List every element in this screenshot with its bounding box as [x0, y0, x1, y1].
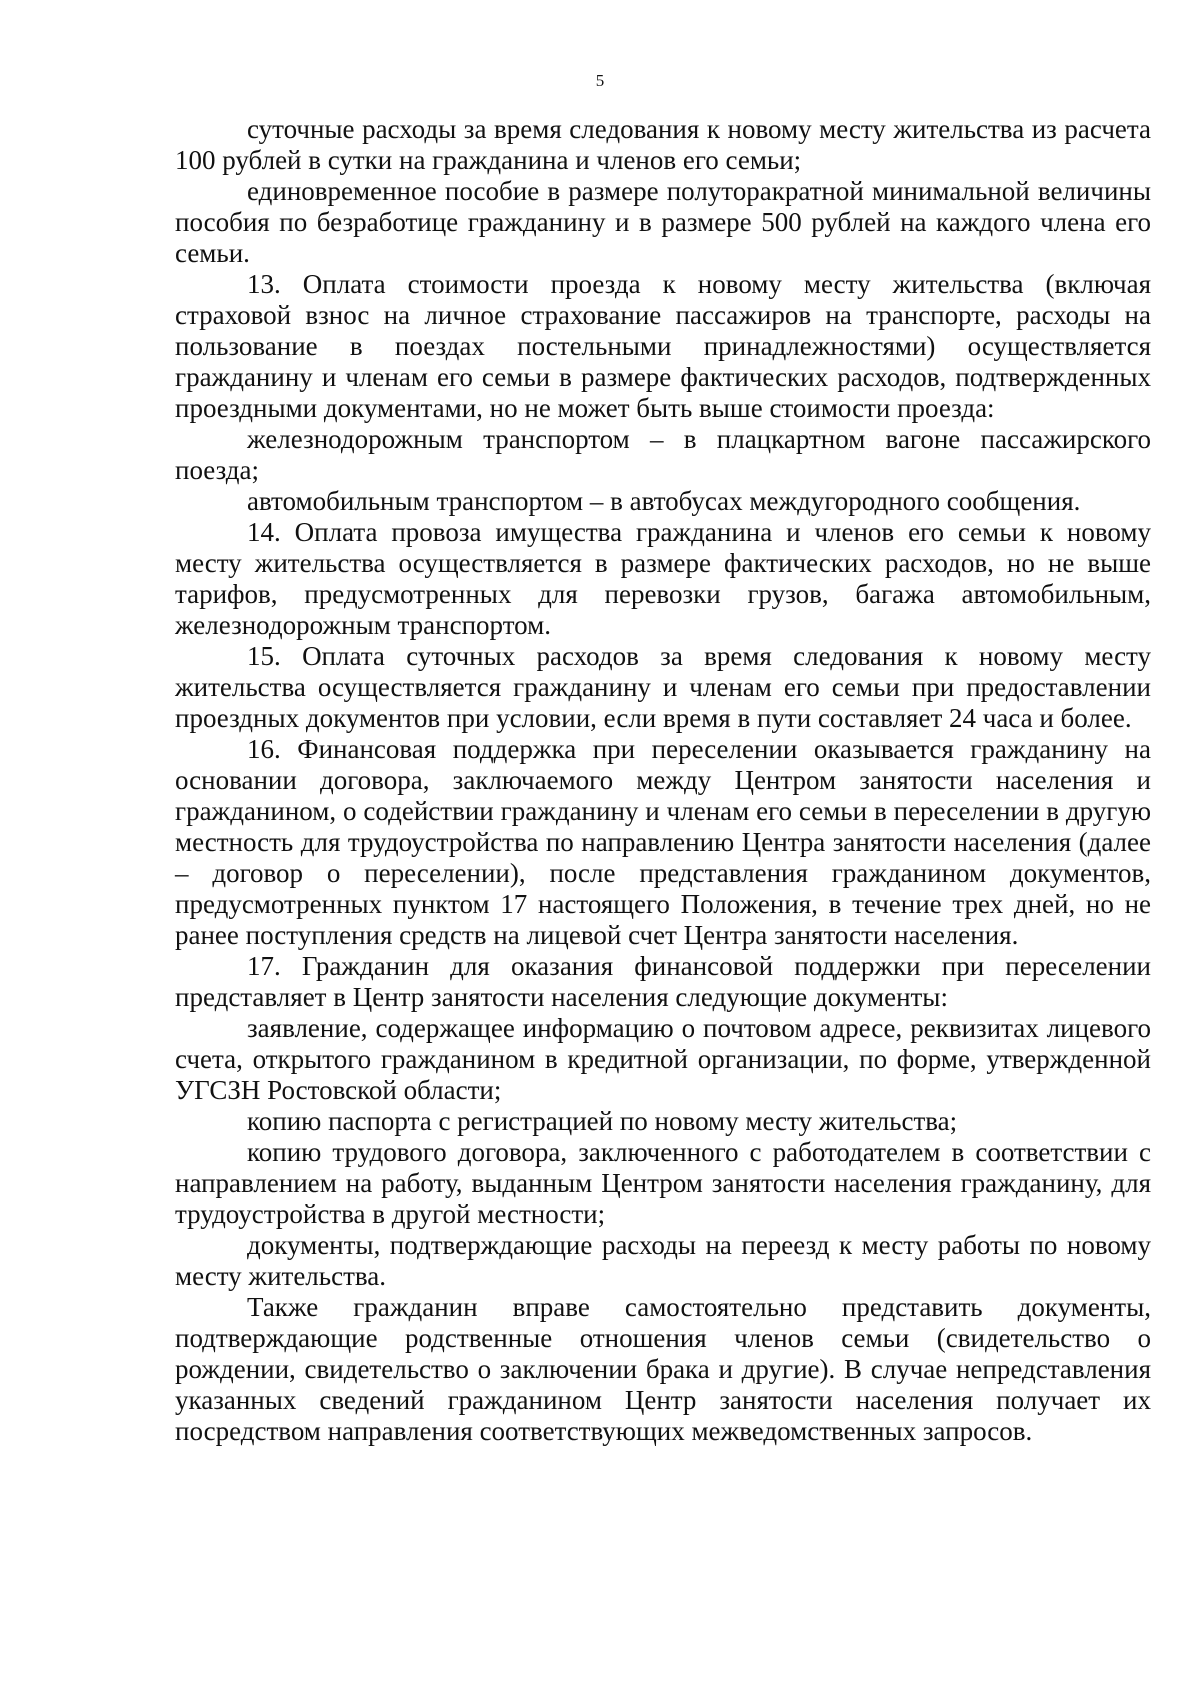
paragraph-daily-expenses: суточные расходы за время следования к новому месту жительства из расчета 100 рублей в сутки на гражданина и членов его семьи; [175, 114, 1151, 175]
paragraph-railway-transport: железнодорожным транспортом – в плацкартном вагоне пассажирского поезда; [175, 424, 1151, 485]
paragraph-lump-sum-allowance: единовременное пособие в размере полуторакратной минимальной величины пособия по безработице гражданину и в размере 500 рублей на каждого члена его семьи. [175, 176, 1151, 268]
paragraph-road-transport: автомобильным транспортом – в автобусах междугородного сообщения. [247, 486, 1081, 516]
paragraph-15-daily-payment: 15. Оплата суточных расходов за время следования к новому месту жительства осуществляется гражданину и членам его семьи при предоставлении проездных документов при условии, если время в пути составляет 24 часа и более. [175, 641, 1151, 733]
page-number: 5 [595, 71, 605, 90]
paragraph-17-documents: 17. Гражданин для оказания финансовой поддержки при переселении представляет в Центр занятости населения следующие документы: [175, 951, 1151, 1012]
paragraph-employment-contract: копию трудового договора, заключенного с работодателем в соответствии с направлением на работу, выданным Центром занятости населения гражданину, для трудоустройства в другой местности; [175, 1137, 1151, 1229]
paragraph-16-financial-support: 16. Финансовая поддержка при переселении оказывается гражданину на основании договора, заключаемого между Центром занятости населения и гражданином, о содействии гражданину и членам его семьи в переселении в другую местность для трудоустройства по направлению Центра занятости населения (далее – договор о переселении), после представления гражданином документов, предусмотренных пунктом 17 настоящего Положения, в течение трех дней, но не ранее поступления средств на лицевой счет Центра занятости населения. [175, 734, 1151, 950]
paragraph-passport-copy: копию паспорта с регистрацией по новому месту жительства; [247, 1106, 958, 1136]
paragraph-application: заявление, содержащее информацию о почтовом адресе, реквизитах лицевого счета, открытого гражданином в кредитной организации, по форме, утвержденной УГСЗН Ростовской области; [175, 1013, 1151, 1105]
document-body [175, 114, 1151, 1447]
paragraph-expense-documents: документы, подтверждающие расходы на переезд к месту работы по новому месту жительства. [175, 1230, 1151, 1291]
paragraph-13-travel-cost: 13. Оплата стоимости проезда к новому месту жительства (включая страховой взнос на личное страхование пассажиров на транспорте, расходы на пользование в поездах постельными принадлежностями) осуществляется гражданину и членам его семьи в размере фактических расходов, подтвержденных проездными документами, но не может быть выше стоимости проезда: [175, 269, 1151, 423]
paragraph-family-documents: Также гражданин вправе самостоятельно представить документы, подтверждающие родственные отношения членов семьи (свидетельство о рождении, свидетельство о заключении брака и другие). В случае непредставления указанных сведений гражданином Центр занятости населения получает их посредством направления соответствующих межведомственных запросов. [175, 1292, 1151, 1446]
paragraph-14-property-transport: 14. Оплата провоза имущества гражданина и членов его семьи к новому месту жительства осуществляется в размере фактических расходов, но не выше тарифов, предусмотренных для перевозки грузов, багажа автомобильным, железнодорожным транспортом. [175, 517, 1151, 640]
